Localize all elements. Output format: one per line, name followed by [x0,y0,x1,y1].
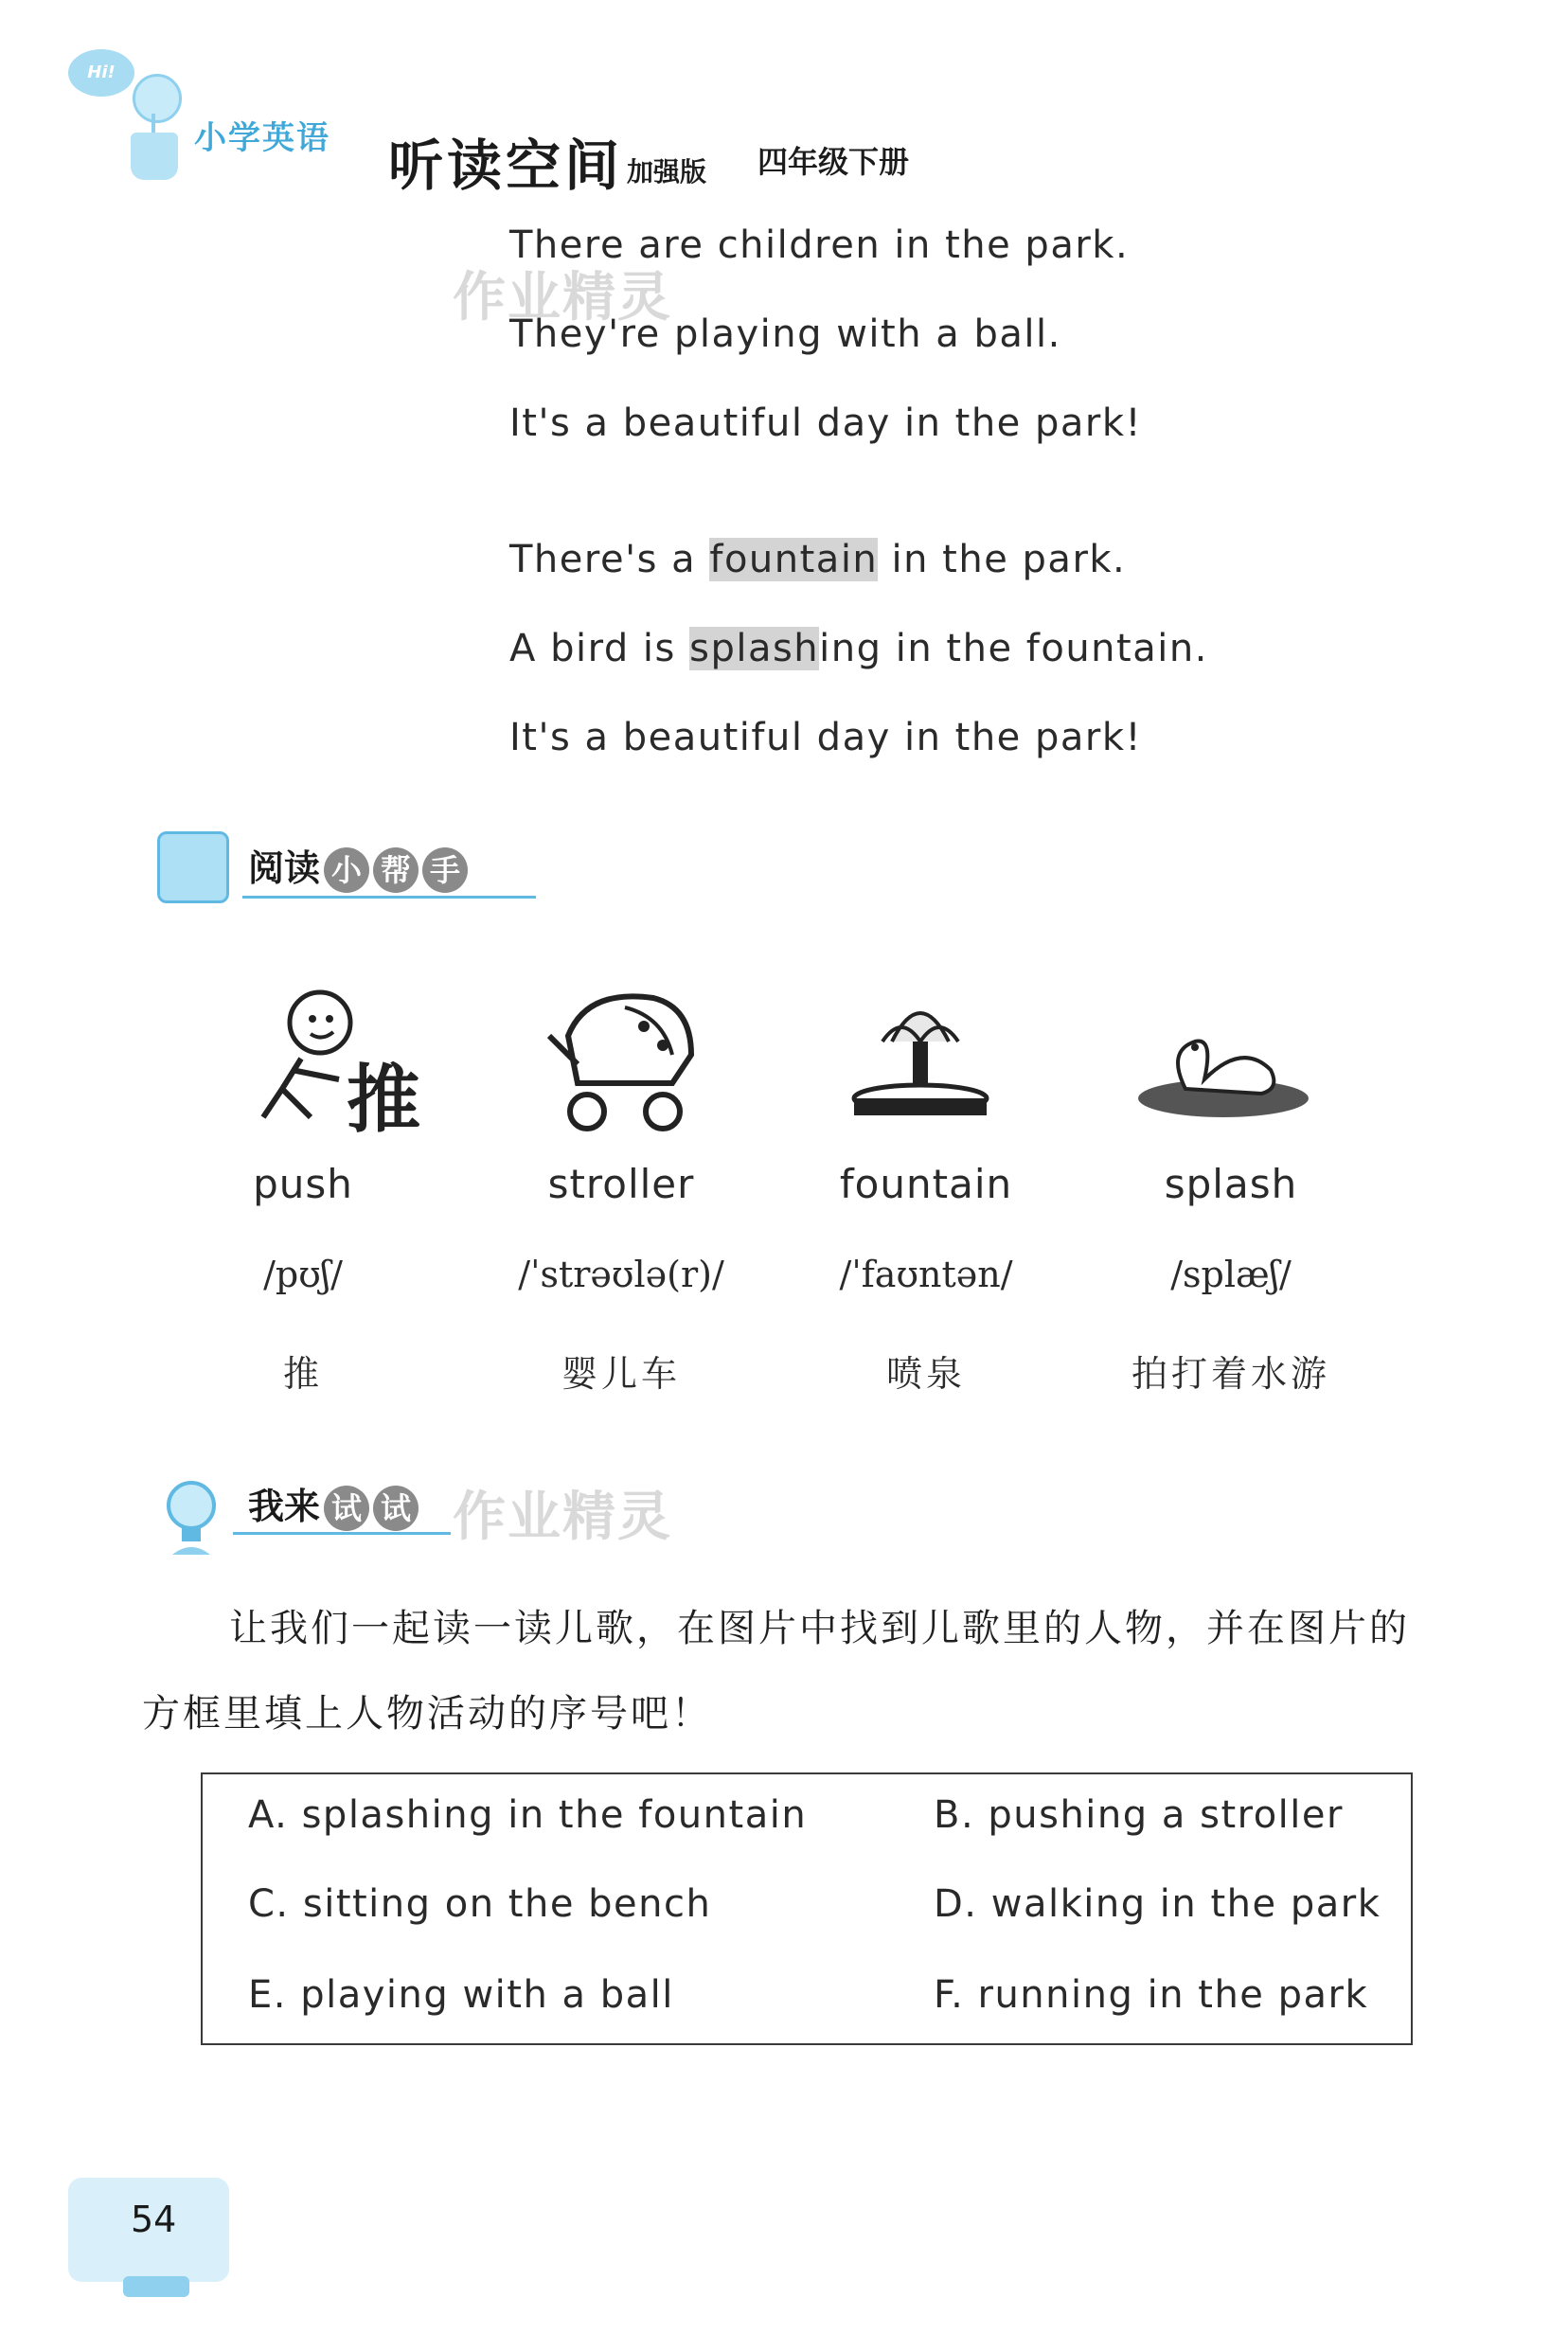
poem-text: ing in the fountain. [819,627,1208,670]
vocab-translation: 喷泉 [885,1353,966,1395]
instruction-line-2: 方框里填上人物活动的序号吧！ [142,1692,712,1736]
section-underline [242,896,536,899]
fountain-icon [826,985,1015,1136]
vocab-ipa: /splæʃ/ [1170,1254,1292,1295]
vocab-word: splash [1164,1161,1298,1207]
poem-text: in the park. [878,538,1127,581]
option-c: C. sitting on the bench [248,1882,712,1926]
flower-icon [133,74,182,123]
vocab-item-push [244,985,434,1140]
lightbulb-icon [153,1473,229,1562]
poem-line-4 [509,538,1126,581]
section-reading-title [248,839,468,893]
poem-line-6: It's a beautiful day in the park! [509,716,1143,759]
swan-splash-icon [1129,985,1318,1136]
header-grade: 四年级下册 [757,144,910,180]
vocab-ipa: /pʊʃ/ [263,1254,343,1295]
vocab-item-splash [1129,985,1318,1140]
section-underline [233,1532,451,1535]
poem-text: A bird is [509,627,690,670]
hi-bubble-icon: Hi! [68,49,134,97]
push-icon [244,985,434,1136]
section-try-title [248,1477,419,1531]
vocab-translation: 推 [282,1353,323,1395]
poem-line-1: There are children in the park. [509,223,1130,267]
poem-line-5 [509,627,1208,670]
title-bubble: 手 [422,847,468,893]
title-bubble: 试 [373,1486,419,1531]
watermark: 作业精灵 [453,1487,672,1548]
poem-text: There's a [509,538,710,581]
watermark: 作业精灵 [453,267,672,329]
section-title-text: 阅读 [248,847,321,889]
title-bubble: 帮 [373,847,419,893]
poem-line-3: It's a beautiful day in the park! [509,401,1143,445]
option-d: D. walking in the park [934,1882,1381,1926]
push-pic-text: 推 [347,1058,421,1136]
section-title-text: 我来 [248,1486,321,1527]
vocab-item-fountain [826,985,1015,1140]
header-subject: 小学英语 [194,119,330,157]
option-e: E. playing with a ball [248,1973,674,2017]
option-f: F. running in the park [934,1973,1369,2017]
header-title: 听读空间 [388,134,624,198]
title-bubble: 小 [324,847,369,893]
vocab-ipa: /ˈfaʊntən/ [839,1254,1013,1295]
instruction-line-1: 让我们一起读一读儿歌，在图片中找到儿歌里的人物，并在图片的 [229,1607,1410,1650]
option-b: B. pushing a stroller [934,1793,1344,1837]
page-number: 54 [131,2199,177,2240]
vocab-translation: 婴儿车 [561,1353,681,1395]
highlighted-word: splash [689,627,820,670]
vocab-translation: 拍打着水游 [1131,1353,1330,1395]
vocab-word: fountain [839,1161,1013,1207]
vocab-ipa: /ˈstrəʊlə(r)/ [518,1254,724,1295]
header-edition: 加强版 [627,156,707,187]
vocab-word: stroller [547,1161,695,1207]
flower-pot-icon [131,133,178,180]
poem-line-2: They're playing with a ball. [509,312,1061,356]
highlighted-word: fountain [709,538,879,581]
option-a: A. splashing in the fountain [248,1793,808,1837]
stroller-icon [530,979,720,1140]
book-icon [157,831,229,903]
vocab-item-stroller [530,979,720,1144]
title-bubble: 试 [324,1486,369,1531]
page-number-stand [123,2276,189,2297]
vocab-word: push [253,1161,353,1207]
